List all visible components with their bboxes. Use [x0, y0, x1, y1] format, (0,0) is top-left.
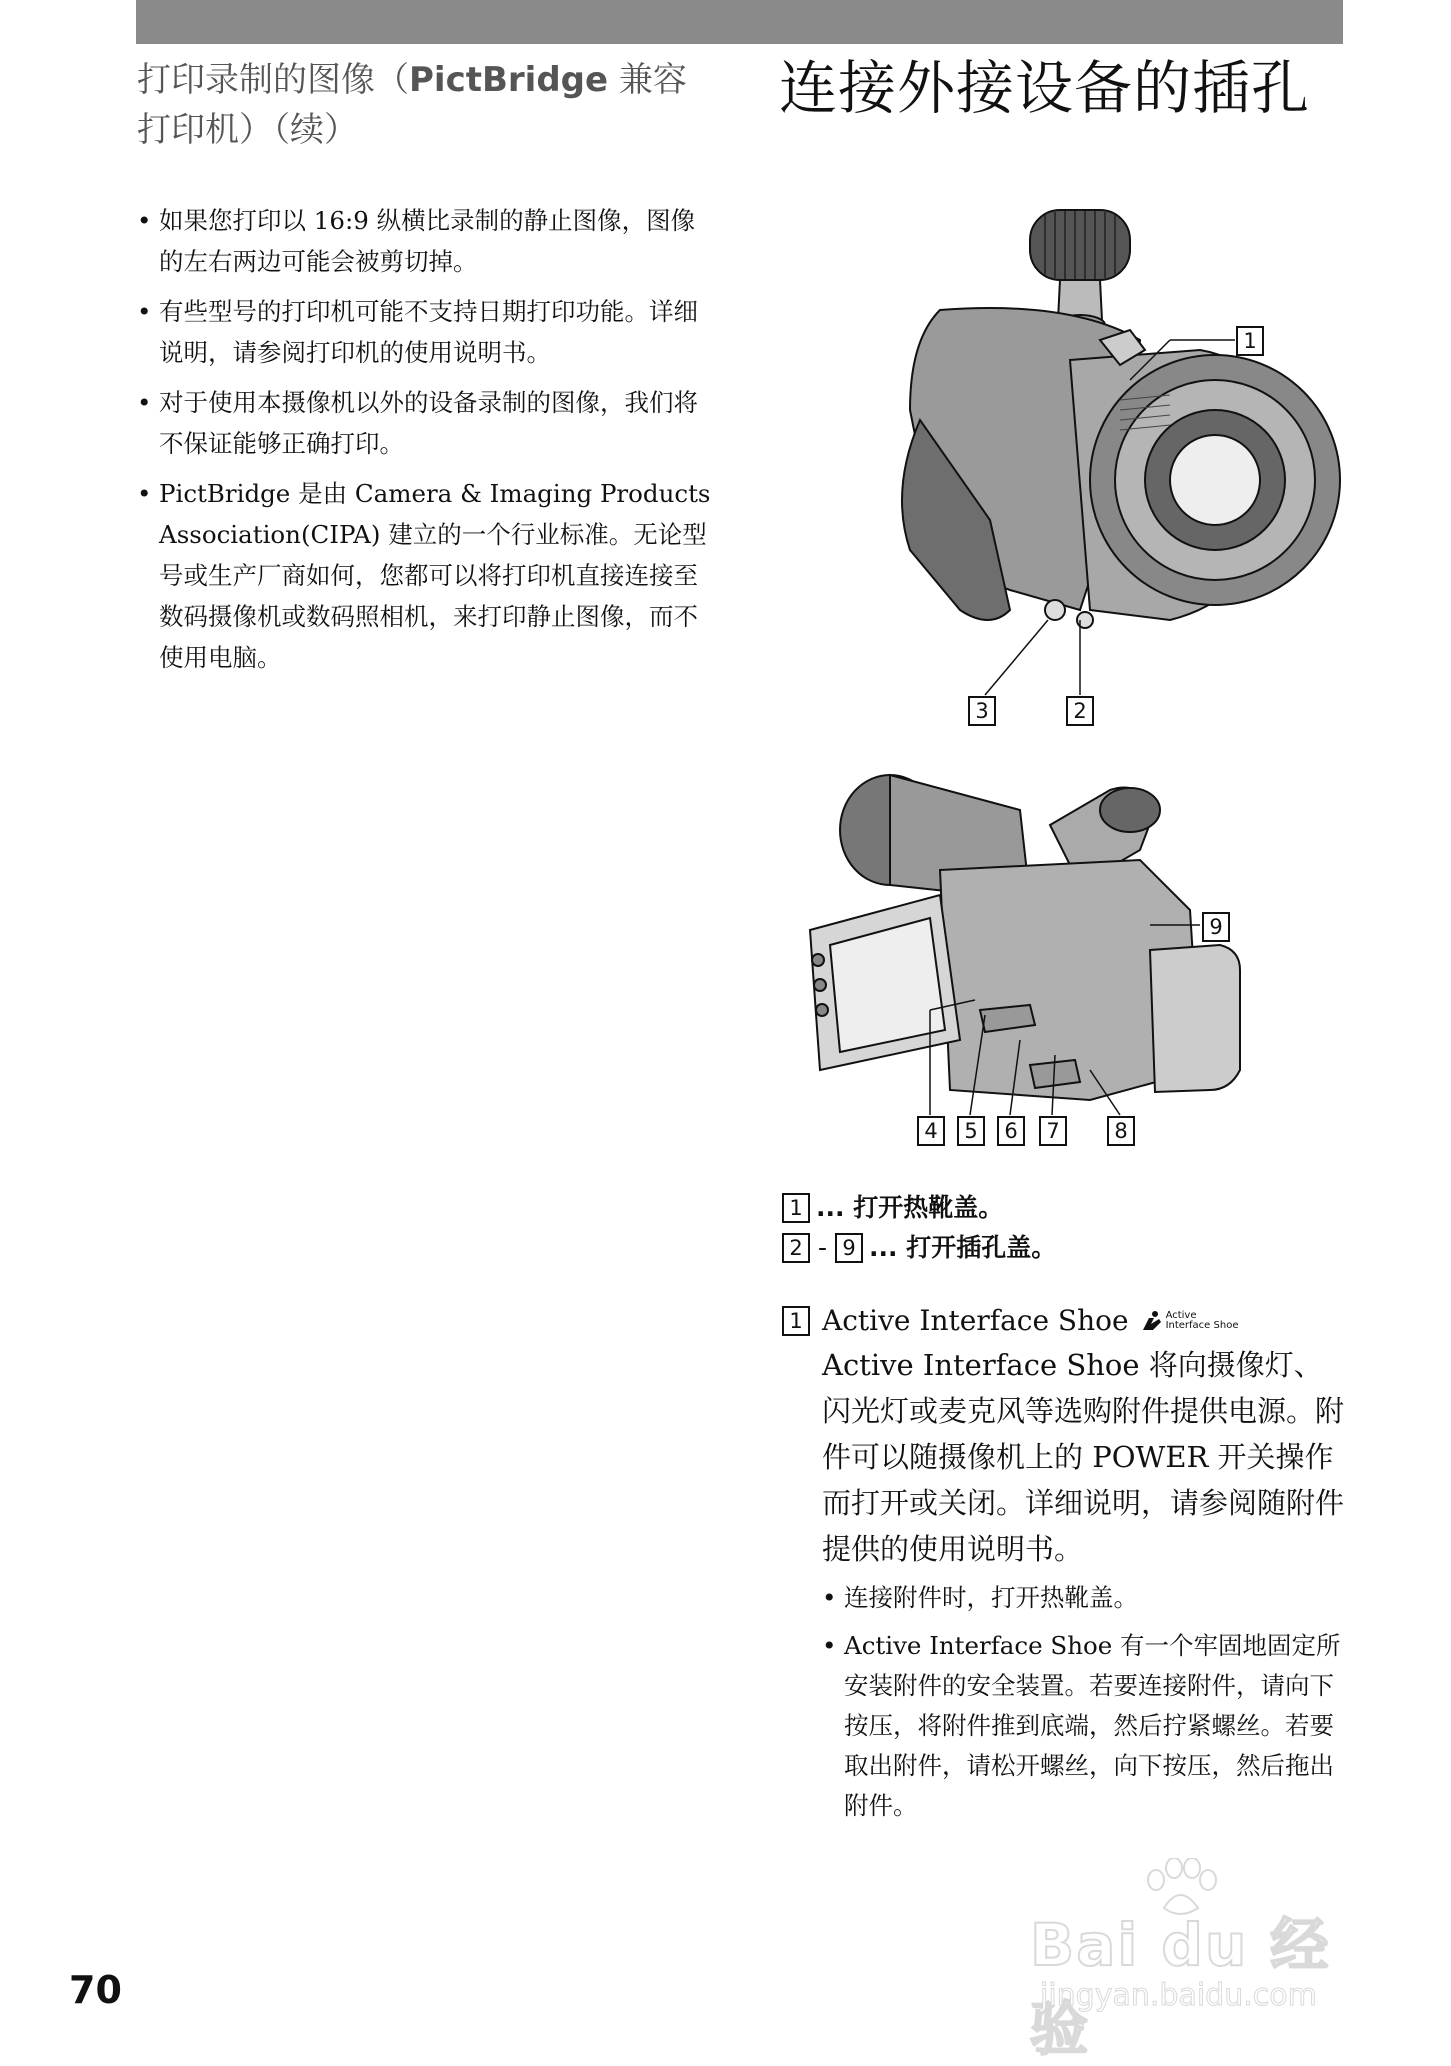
legend-text: ... 打开插孔盖。	[869, 1233, 1057, 1262]
page-number: 70	[69, 1968, 122, 2012]
legend-number: 9	[835, 1233, 863, 1263]
legend-number: 2	[782, 1233, 810, 1263]
legend-row	[782, 1228, 1342, 1268]
callout-5: 5	[957, 1116, 985, 1146]
callout-6: 6	[997, 1116, 1025, 1146]
list-item: • 如果您打印以 16:9 纵横比录制的静止图像，图像的左右两边可能会被剪切掉。	[137, 200, 712, 282]
camcorder-rear-illustration	[790, 770, 1330, 1170]
section-body: Active Interface Shoe 将向摄像灯、闪光灯或麦克风等选购附件提供电源。附件可以随摄像机上的 POWER 开关操作而打开或关闭。详细说明，请参阅随附件提供的使用说明书。	[822, 1348, 1345, 1566]
page-title: 连接外接设备的插孔	[779, 54, 1311, 122]
legend-row	[782, 1188, 1342, 1228]
section-number: 1	[782, 1306, 810, 1336]
callout-2: 2	[1066, 696, 1094, 726]
active-interface-shoe-logo: Active Interface Shoe	[1141, 1311, 1239, 1331]
section-notes	[822, 1578, 1347, 1826]
baidu-watermark: Bai du 经验 jingyan.baidu.com	[1030, 1858, 1360, 2028]
callout-4: 4	[917, 1116, 945, 1146]
camcorder-front-illustration	[870, 190, 1350, 730]
running-header: 打印录制的图像（PictBridge 兼容打印机）（续）	[137, 60, 687, 150]
shoe-icon	[1141, 1311, 1163, 1331]
callout-8: 8	[1107, 1116, 1135, 1146]
legend-separator: -	[818, 1233, 828, 1262]
list-item: • Active Interface Shoe 有一个牢固地固定所安装附件的安全装置。若要连接附件，请向下按压，将附件推到底端，然后拧紧螺丝。若要取出附件，请松开螺丝，向下按压，然后拖出附件。	[822, 1626, 1347, 1826]
callout-7: 7	[1039, 1116, 1067, 1146]
figure-legend	[782, 1188, 1342, 1268]
legend-number: 1	[782, 1193, 810, 1223]
legend-text: ... 打开热靴盖。	[816, 1193, 1004, 1222]
active-interface-shoe-section	[782, 1300, 1347, 1834]
list-item: • 连接附件时，打开热靴盖。	[822, 1578, 1347, 1618]
header-bar	[136, 0, 1343, 44]
list-item: • 对于使用本摄像机以外的设备录制的图像，我们将不保证能够正确打印。	[137, 382, 712, 464]
list-item: • PictBridge 是由 Camera & Imaging Products Association(CIPA) 建立的一个行业标准。无论型号或生产厂商如何，您都可以将打印机直接连接至数码摄像机或数码照相机，来打印静止图像，而不使用电脑。	[137, 473, 712, 678]
callout-1: 1	[1236, 326, 1264, 356]
callout-9: 9	[1202, 912, 1230, 942]
list-item: • 有些型号的打印机可能不支持日期打印功能。详细说明，请参阅打印机的使用说明书。	[137, 291, 712, 373]
section-title: 1 Active Interface Shoe Active Interface Shoe	[782, 1300, 1347, 1342]
notes-list	[137, 200, 712, 687]
callout-3: 3	[968, 696, 996, 726]
